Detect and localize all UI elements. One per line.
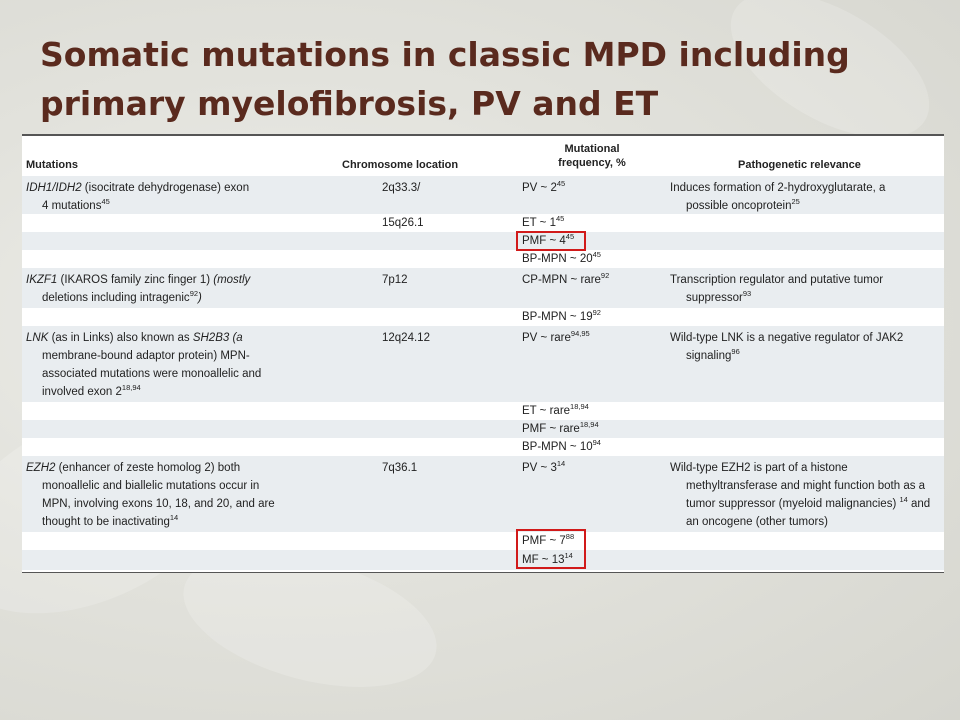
- chromosome-cell: 7p12: [382, 274, 408, 286]
- frequency-value: PMF ~ rare: [522, 423, 580, 435]
- relevance-text: Induces formation of 2-hydroxyglutarate, a: [670, 182, 886, 194]
- mutation-text: [26, 513, 179, 528]
- relevance-text: [670, 347, 740, 362]
- relevance-cell: [670, 179, 942, 215]
- relevance-text: [670, 289, 752, 304]
- reference-superscript: 94,95: [570, 329, 590, 338]
- relevance-cell: [670, 459, 942, 531]
- frequency-value: PV ~ 3: [522, 462, 557, 474]
- mutation-text-line: deletions including intragenic: [42, 292, 190, 304]
- mutation-cell: [26, 329, 326, 401]
- mutation-text: (a: [229, 332, 243, 344]
- gene-name: IDH1/IDH2: [26, 182, 82, 194]
- relevance-text: Wild-type LNK is a negative regulator of JAK2: [670, 332, 904, 344]
- relevance-text-line: signaling: [686, 350, 732, 362]
- slide-title-line-1: Somatic mutations in classic MPD including: [40, 35, 850, 74]
- table-row: [22, 550, 944, 570]
- mutation-text: (enhancer of zeste homolog 2) both: [55, 462, 241, 474]
- table-row: [22, 532, 944, 550]
- frequency-value: PMF ~ 7: [522, 535, 566, 547]
- gene-name: EZH2: [26, 462, 56, 474]
- frequency-cell: [522, 308, 662, 326]
- table-row: [22, 176, 944, 214]
- reference-superscript: 14: [556, 459, 566, 468]
- relevance-text: [670, 197, 800, 212]
- relevance-text-line: an oncogene (other tumors): [686, 516, 828, 528]
- relevance-text-line: methyltransferase and might function both as a: [686, 480, 926, 492]
- relevance-text-line: tumor suppressor (myeloid malignancies): [686, 498, 900, 510]
- slide-title: [40, 30, 920, 128]
- table-row: [22, 308, 944, 326]
- mutation-text: [26, 289, 202, 304]
- relevance-text-line: suppressor: [686, 292, 743, 304]
- header-chromosome-location: Chromosome location: [342, 159, 459, 171]
- table-row: [22, 232, 944, 250]
- table-header-row: [22, 136, 944, 177]
- reference-superscript: 45: [565, 232, 575, 241]
- table-row: [22, 438, 944, 456]
- mutation-text-line: membrane-bound adaptor protein) MPN-: [42, 350, 250, 362]
- frequency-value: BP-MPN ~ 20: [522, 253, 593, 265]
- frequency-value: PV ~ 2: [522, 182, 557, 194]
- header-frequency-line-1: Mutational: [564, 143, 620, 155]
- frequency-value: ET ~ rare: [522, 405, 571, 417]
- frequency-value: CP-MPN ~ rare: [522, 274, 601, 286]
- reference-superscript: 14: [899, 495, 908, 504]
- frequency-cell: [522, 402, 662, 420]
- reference-superscript: 45: [556, 214, 565, 223]
- reference-superscript: 18,94: [570, 402, 589, 411]
- frequency-cell: [522, 250, 662, 268]
- reference-superscript: 92: [189, 289, 199, 298]
- frequency-value: ET ~ 1: [522, 217, 556, 229]
- reference-superscript: 92: [600, 271, 610, 280]
- mutation-text-line: MPN, involving exons 10, 18, and 20, and are: [42, 498, 275, 510]
- mutation-text-line: 4 mutations: [42, 200, 102, 212]
- reference-superscript: 45: [101, 197, 110, 206]
- mutation-text: (as in Links) also known as: [48, 332, 193, 344]
- chromosome-cell: 7q36.1: [382, 462, 418, 474]
- mutation-text-line: involved exon 2: [42, 386, 122, 398]
- frequency-cell: [522, 214, 662, 232]
- mutation-text: (mostly: [213, 274, 251, 286]
- header-mutations: Mutations: [26, 159, 78, 171]
- reference-superscript: 93: [742, 289, 752, 298]
- reference-superscript: 92: [592, 308, 601, 317]
- highlight-box: [516, 231, 586, 251]
- frequency-value: BP-MPN ~ 19: [522, 311, 593, 323]
- table-row: [22, 268, 944, 308]
- mutation-text: ): [198, 292, 202, 304]
- gene-name: SH2B3: [192, 332, 230, 344]
- gene-name: IKZF1: [26, 274, 58, 286]
- table-row: [22, 214, 944, 232]
- relevance-text: Wild-type EZH2 is part of a histone: [670, 462, 848, 474]
- relevance-cell: [670, 271, 942, 307]
- header-frequency-line-2: frequency, %: [558, 157, 626, 169]
- highlight-box: [516, 529, 586, 569]
- header-mutational-frequency: [530, 142, 654, 170]
- table-row: [22, 250, 944, 268]
- chromosome-cell: 15q26.1: [382, 217, 424, 229]
- relevance-text-line: and: [907, 498, 931, 510]
- mutation-text: (IKAROS family zinc finger 1): [57, 274, 214, 286]
- mutation-cell: [26, 179, 326, 215]
- frequency-cell: [522, 459, 662, 477]
- relevance-text: Transcription regulator and putative tumor: [670, 274, 884, 286]
- mutation-text-line: thought to be inactivating: [42, 516, 170, 528]
- relevance-cell: [670, 329, 942, 365]
- mutation-text-line: monoallelic and biallelic mutations occur in: [42, 480, 260, 492]
- gene-name: LNK: [26, 332, 49, 344]
- slide-title-line-2: primary myelofibrosis, PV and ET: [40, 84, 659, 123]
- table-row: [22, 402, 944, 420]
- mutation-text-line: associated mutations were monoallelic and: [42, 368, 262, 380]
- frequency-value: BP-MPN ~ 10: [522, 441, 593, 453]
- table-row: [22, 456, 944, 532]
- reference-superscript: 25: [791, 197, 800, 206]
- reference-superscript: 14: [564, 551, 573, 560]
- chromosome-cell: 2q33.3/: [382, 182, 421, 194]
- relevance-text-line: possible oncoprotein: [686, 200, 792, 212]
- reference-superscript: 14: [169, 513, 179, 522]
- table-row: [22, 420, 944, 438]
- frequency-cell: [522, 420, 662, 438]
- frequency-value: PV ~ rare: [522, 332, 571, 344]
- reference-superscript: 96: [731, 347, 740, 356]
- mutation-text: [26, 197, 110, 212]
- reference-superscript: 88: [565, 532, 575, 541]
- mutation-cell: [26, 271, 326, 307]
- frequency-cell: [522, 271, 662, 289]
- header-pathogenetic-relevance: Pathogenetic relevance: [738, 159, 861, 171]
- mutation-text: (isocitrate dehydrogenase) exon: [81, 182, 250, 194]
- reference-superscript: 45: [556, 179, 566, 188]
- frequency-cell: [522, 179, 662, 197]
- chromosome-cell: 12q24.12: [382, 332, 430, 344]
- relevance-text: [670, 495, 931, 510]
- reference-superscript: 18,94: [121, 383, 141, 392]
- frequency-value: PMF ~ 4: [522, 235, 566, 247]
- reference-superscript: 18,94: [579, 420, 599, 429]
- mutation-text: [26, 383, 141, 398]
- reference-superscript: 94: [592, 438, 601, 447]
- table-row: [22, 326, 944, 402]
- reference-superscript: 45: [592, 250, 601, 259]
- frequency-cell: [522, 438, 662, 456]
- frequency-value: MF ~ 13: [522, 554, 565, 566]
- mutation-cell: [26, 459, 326, 531]
- frequency-cell: [522, 329, 662, 347]
- mutations-table: [22, 134, 944, 573]
